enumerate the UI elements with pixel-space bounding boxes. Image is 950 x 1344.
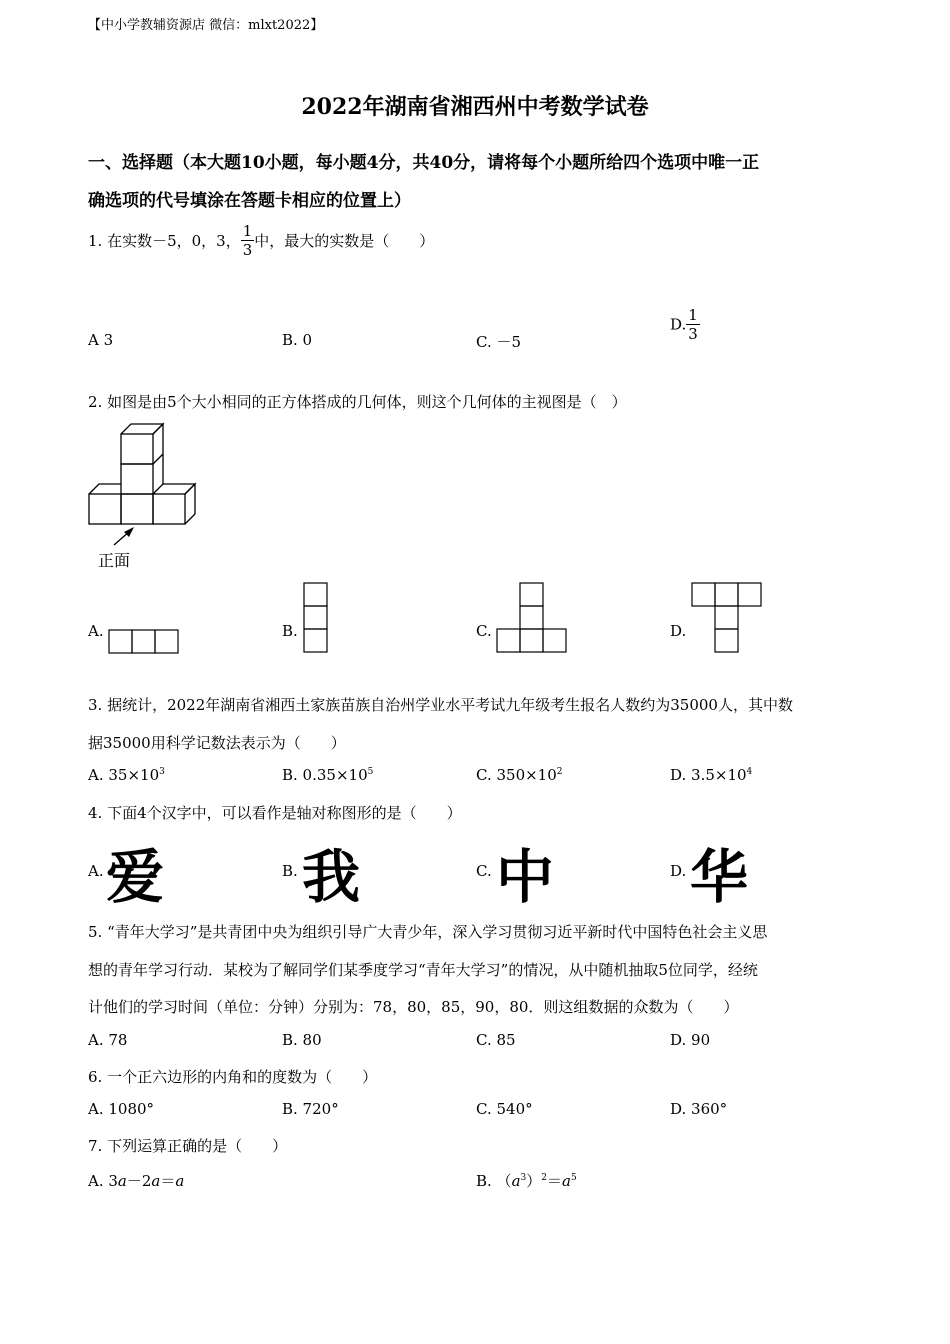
q5-option-c[interactable]: C. 85 <box>476 1031 516 1049</box>
q5-option-b[interactable]: B. 80 <box>282 1031 322 1049</box>
q4-option-c[interactable]: C. <box>476 862 492 880</box>
question-4-stem: 4. 下面4个汉字中，可以看作是轴对称图形的是（ ） <box>88 804 462 822</box>
question-3-line1: 3. 据统计，2022年湖南省湘西土家族苗族自治州学业水平考试九年级考生报名人数约为35000人，其中数 <box>88 696 793 714</box>
q6-option-c[interactable]: C. 540° <box>476 1100 533 1118</box>
q1-option-d[interactable] <box>670 306 700 343</box>
q1-option-c[interactable]: C. －5 <box>476 333 522 351</box>
q2-option-c-figure <box>496 582 568 654</box>
q3-option-a[interactable] <box>88 766 165 784</box>
section-heading-line1: 一、选择题（本大题10小题，每小题4分，共40分，请将每个小题所给四个选项中唯一正 <box>88 153 760 173</box>
q4-char-hua: 华 <box>690 843 749 911</box>
q3-option-b-exponent: 5 <box>367 767 374 777</box>
q7-a-var3: a <box>175 1172 185 1190</box>
question-1-stem <box>88 222 434 259</box>
q7-a-var1: a <box>117 1172 127 1190</box>
q4-char-zhong: 中 <box>496 843 555 911</box>
q4-option-a[interactable]: A. <box>88 862 104 880</box>
q1-option-a[interactable]: A 3 <box>88 331 114 349</box>
question-1-text-b: 中，最大的实数是（ ） <box>254 232 435 250</box>
question-2-stem: 2. 如图是由5个大小相同的正方体搭成的几何体，则这个几何体的主视图是（ ） <box>88 393 627 411</box>
q7-a-var2: a <box>151 1172 161 1190</box>
fraction-numerator: 1 <box>242 222 253 240</box>
q6-option-a[interactable]: A. 1080° <box>88 1100 155 1118</box>
q3-option-a-base: A. 35×10 <box>88 766 160 784</box>
page-header: 【中小学教辅资源店 微信：mlxt2022】 <box>88 18 324 33</box>
q7-b-equals: ＝ <box>547 1172 563 1190</box>
question-1-text-a: 1. 在实数－5，0，3， <box>88 232 241 250</box>
q2-option-c[interactable]: C. <box>476 622 492 640</box>
q3-option-c-exponent: 2 <box>556 767 563 777</box>
q4-option-b[interactable]: B. <box>282 862 298 880</box>
q2-option-a[interactable]: A. <box>88 622 104 640</box>
q6-option-d[interactable]: D. 360° <box>670 1100 728 1118</box>
section-heading-line2: 确选项的代号填涂在答题卡相应的位置上） <box>88 191 411 211</box>
page-title: 2022年湖南省湘西州中考数学试卷 <box>301 94 649 120</box>
front-label: 正面 <box>98 551 131 570</box>
q7-b-close: ） <box>526 1172 542 1190</box>
front-arrow-icon <box>110 526 140 548</box>
q7-a-equals: ＝ <box>160 1172 176 1190</box>
question-5-line1: 5. “青年大学习”是共青团中央为组织引导广大青少年，深入学习贯彻习近平新时代中国特色社会主义思 <box>88 923 768 941</box>
fraction-numerator: 1 <box>688 306 698 324</box>
q3-option-b[interactable] <box>282 766 373 784</box>
fraction-denominator: 3 <box>688 325 698 343</box>
q4-char-ai: 爱 <box>106 843 165 911</box>
q3-option-a-exponent: 3 <box>159 767 165 777</box>
fraction-one-third <box>241 222 255 259</box>
q7-b-var1: a <box>511 1172 521 1190</box>
q3-option-d[interactable] <box>670 766 752 784</box>
q7-b-var2: a <box>562 1172 571 1190</box>
q7-option-b[interactable] <box>476 1170 577 1191</box>
q7-a-label: A. 3 <box>88 1172 118 1190</box>
q3-option-b-base: B. 0.35×10 <box>282 766 368 784</box>
q7-b-exp1: 3 <box>520 1173 527 1183</box>
q5-option-d[interactable]: D. 90 <box>670 1031 711 1049</box>
q2-option-b-figure <box>303 582 329 654</box>
q6-option-b[interactable]: B. 720° <box>282 1100 339 1118</box>
q7-b-exp2: 2 <box>541 1173 547 1183</box>
q7-option-a[interactable] <box>88 1170 184 1191</box>
q2-option-d[interactable]: D. <box>670 622 687 640</box>
q7-b-exp3: 5 <box>570 1173 577 1183</box>
q2-option-a-figure <box>108 629 180 654</box>
q4-char-wo: 我 <box>302 843 361 911</box>
fraction-denominator: 3 <box>242 241 253 259</box>
fraction-one-third-d <box>686 306 700 343</box>
question-7-stem: 7. 下列运算正确的是（ ） <box>88 1137 288 1155</box>
q7-a-mid: －2 <box>126 1172 152 1190</box>
q3-option-d-base: D. 3.5×10 <box>670 766 747 784</box>
q7-b-label: B. （ <box>476 1172 512 1190</box>
q4-option-d[interactable]: D. <box>670 862 687 880</box>
question-6-stem: 6. 一个正六边形的内角和的度数为（ ） <box>88 1068 378 1086</box>
q1-option-b[interactable]: B. 0 <box>282 331 313 349</box>
cube-figure <box>86 420 216 530</box>
q2-option-b[interactable]: B. <box>282 622 298 640</box>
question-3-line2: 据35000用科学记数法表示为（ ） <box>88 734 346 752</box>
q3-option-c-base: C. 350×10 <box>476 766 557 784</box>
q3-option-d-exponent: 4 <box>746 767 753 777</box>
q3-option-c[interactable] <box>476 766 563 784</box>
question-5-line2: 想的青年学习行动．某校为了解同学们某季度学习“青年大学习”的情况，从中随机抽取5位同学，经统 <box>88 961 758 979</box>
q2-option-d-figure <box>691 582 763 654</box>
question-5-line3: 计他们的学习时间（单位：分钟）分别为：78，80，85，90，80．则这组数据的众数为（ ） <box>88 998 739 1016</box>
q1-option-d-label: D. <box>670 315 687 334</box>
q5-option-a[interactable]: A. 78 <box>88 1031 128 1049</box>
